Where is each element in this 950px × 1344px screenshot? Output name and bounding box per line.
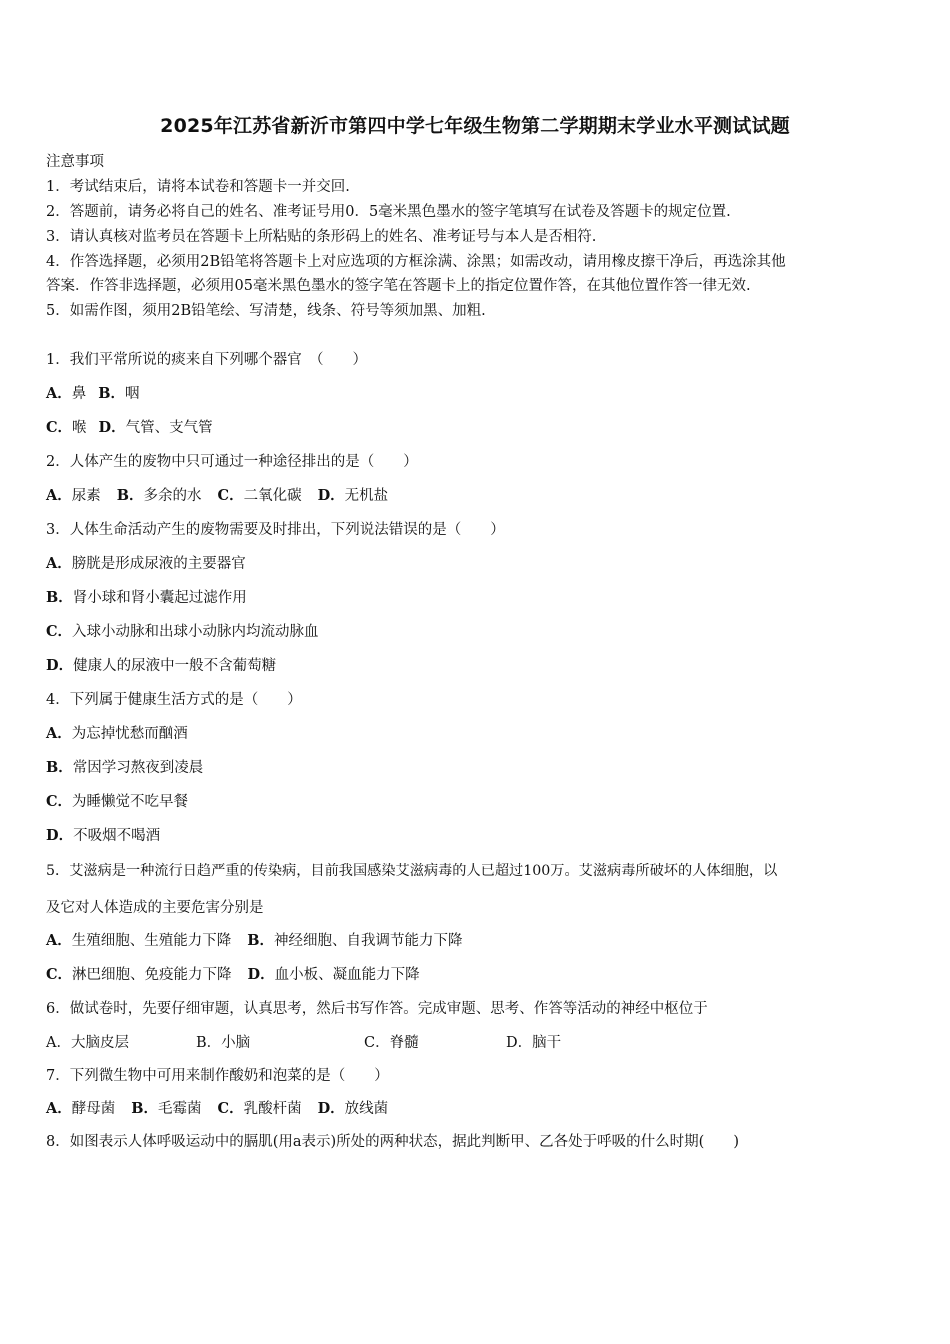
q5-options-cd bbox=[46, 965, 420, 985]
q7-option-b: 毛霉菌 bbox=[158, 1101, 202, 1117]
q8-stem: 8．如图表示人体呼吸运动中的膈肌(用a表示)所处的两种状态，据此判断甲、乙各处于呼吸的什么时期( ) bbox=[46, 1134, 739, 1150]
option-label-a: A． bbox=[46, 1100, 72, 1117]
q5-option-c: 淋巴细胞、免疫能力下降 bbox=[72, 967, 232, 983]
option-label-a: A． bbox=[46, 555, 72, 572]
notice-heading: 注意事项 bbox=[46, 154, 104, 170]
q3-option-c: 入球小动脉和出球小动脉内均流动脉血 bbox=[72, 624, 319, 640]
q2-options bbox=[46, 486, 388, 506]
q2-option-d: 无机盐 bbox=[344, 488, 389, 504]
q4-option-a: 为忘掉忧愁而酗酒 bbox=[71, 726, 188, 742]
q1-option-d: 气管、支气管 bbox=[125, 420, 213, 436]
q4-option-d: 不吸烟不喝酒 bbox=[73, 828, 161, 844]
option-label-a: A． bbox=[46, 487, 72, 504]
q5-option-b: 神经细胞、自我调节能力下降 bbox=[274, 933, 463, 949]
option-label-c: C． bbox=[46, 419, 73, 436]
notice-item-1: 1．考试结束后，请将本试卷和答题卡一并交回. bbox=[46, 179, 350, 195]
option-label-d: D． bbox=[247, 966, 275, 983]
q5-options-ab bbox=[46, 931, 463, 951]
option-label-b: B． bbox=[46, 759, 73, 776]
q1-option-c: 喉 bbox=[72, 420, 87, 436]
q4-option-d-row bbox=[46, 826, 160, 846]
option-label-c: C． bbox=[46, 966, 73, 983]
q5-option-d: 血小板、凝血能力下降 bbox=[274, 967, 420, 983]
q5-option-a: 生殖细胞、生殖能力下降 bbox=[71, 933, 232, 949]
q3-option-d-row bbox=[46, 656, 276, 676]
q6-option-a: A．大脑皮层 bbox=[46, 1035, 129, 1051]
q1-option-b: 咽 bbox=[125, 386, 140, 402]
option-label-b: B． bbox=[116, 487, 144, 504]
q5-stem-line1: 5．艾滋病是一种流行日趋严重的传染病，目前我国感染艾滋病毒的人已超过100万。艾滋病毒所破坏的人体细胞，以 bbox=[46, 863, 778, 879]
option-label-d: D． bbox=[317, 1100, 345, 1117]
q7-option-c: 乳酸杆菌 bbox=[243, 1101, 302, 1117]
option-label-b: B． bbox=[131, 1100, 159, 1117]
option-label-d: D． bbox=[46, 657, 74, 674]
q3-stem: 3．人体生命活动产生的废物需要及时排出，下列说法错误的是（ ） bbox=[46, 522, 505, 538]
q6-option-d: D．脑干 bbox=[506, 1035, 562, 1051]
q3-option-c-row bbox=[46, 622, 319, 642]
option-label-b: B． bbox=[247, 932, 275, 949]
q2-option-b: 多余的水 bbox=[143, 488, 202, 504]
notice-item-5: 5．如需作图，须用2B铅笔绘、写清楚，线条、符号等须加黑、加粗. bbox=[46, 303, 486, 319]
q7-stem: 7．下列微生物中可用来制作酸奶和泡菜的是（ ） bbox=[46, 1068, 389, 1084]
q4-option-c-row bbox=[46, 792, 188, 812]
q6-stem: 6．做试卷时，先要仔细审题，认真思考，然后书写作答。完成审题、思考、作答等活动的神经中枢位于 bbox=[46, 1001, 708, 1017]
q1-option-a: 鼻 bbox=[71, 386, 87, 402]
notice-item-4: 4．作答选择题，必须用2B铅笔将答题卡上对应选项的方框涂满、涂黑；如需改动，请用橡皮擦干净后，再选涂其他 bbox=[46, 254, 786, 270]
q2-stem: 2．人体产生的废物中只可通过一种途径排出的是（ ） bbox=[46, 454, 418, 470]
q3-option-d: 健康人的尿液中一般不含葡萄糖 bbox=[73, 658, 277, 674]
option-label-c: C． bbox=[46, 623, 73, 640]
option-label-c: C． bbox=[46, 793, 73, 810]
q3-option-a: 膀胱是形成尿液的主要器官 bbox=[71, 556, 246, 572]
option-label-b: B． bbox=[46, 589, 73, 606]
notice-item-3: 3．请认真核对监考员在答题卡上所粘贴的条形码上的姓名、准考证号与本人是否相符. bbox=[46, 229, 597, 245]
q4-option-b: 常因学习熬夜到凌晨 bbox=[72, 760, 204, 776]
q3-option-b-row bbox=[46, 588, 247, 608]
q6-option-b: B．小脑 bbox=[196, 1035, 251, 1051]
q6-option-c: C．脊髓 bbox=[364, 1035, 419, 1051]
q7-options bbox=[46, 1099, 388, 1119]
option-label-c: C． bbox=[217, 487, 244, 504]
q3-option-b: 肾小球和肾小囊起过滤作用 bbox=[72, 590, 247, 606]
option-label-a: A． bbox=[46, 385, 72, 402]
q4-option-c: 为睡懒觉不吃早餐 bbox=[72, 794, 189, 810]
option-label-d: D． bbox=[317, 487, 345, 504]
q4-option-b-row bbox=[46, 758, 203, 778]
q1-stem: 1．我们平常所说的痰来自下列哪个器官 （ ） bbox=[46, 352, 367, 368]
q1-options-ab bbox=[46, 384, 140, 404]
q3-option-a-row bbox=[46, 554, 246, 574]
q5-stem-line2: 及它对人体造成的主要危害分别是 bbox=[46, 900, 264, 916]
q2-option-a: 尿素 bbox=[71, 488, 101, 504]
q4-option-a-row bbox=[46, 724, 188, 744]
notice-item-2: 2．答题前，请务必将自己的姓名、准考证号用0．5毫米黑色墨水的签字笔填写在试卷及答题卡的规定位置. bbox=[46, 204, 731, 220]
option-label-d: D． bbox=[46, 827, 74, 844]
page-title: 2025年江苏省新沂市第四中学七年级生物第二学期期末学业水平测试试题 bbox=[160, 115, 790, 137]
q2-option-c: 二氧化碳 bbox=[243, 488, 302, 504]
q1-options-cd bbox=[46, 418, 213, 438]
q7-option-d: 放线菌 bbox=[344, 1101, 389, 1117]
option-label-b: B． bbox=[98, 385, 126, 402]
option-label-a: A． bbox=[46, 932, 72, 949]
q7-option-a: 酵母菌 bbox=[71, 1101, 116, 1117]
option-label-c: C． bbox=[217, 1100, 244, 1117]
notice-item-4-cont: 答案．作答非选择题，必须用05毫米黑色墨水的签字笔在答题卡上的指定位置作答，在其他位置作答一律无效. bbox=[46, 278, 751, 294]
q4-stem: 4．下列属于健康生活方式的是（ ） bbox=[46, 692, 302, 708]
option-label-a: A． bbox=[46, 725, 72, 742]
option-label-d: D． bbox=[98, 419, 126, 436]
